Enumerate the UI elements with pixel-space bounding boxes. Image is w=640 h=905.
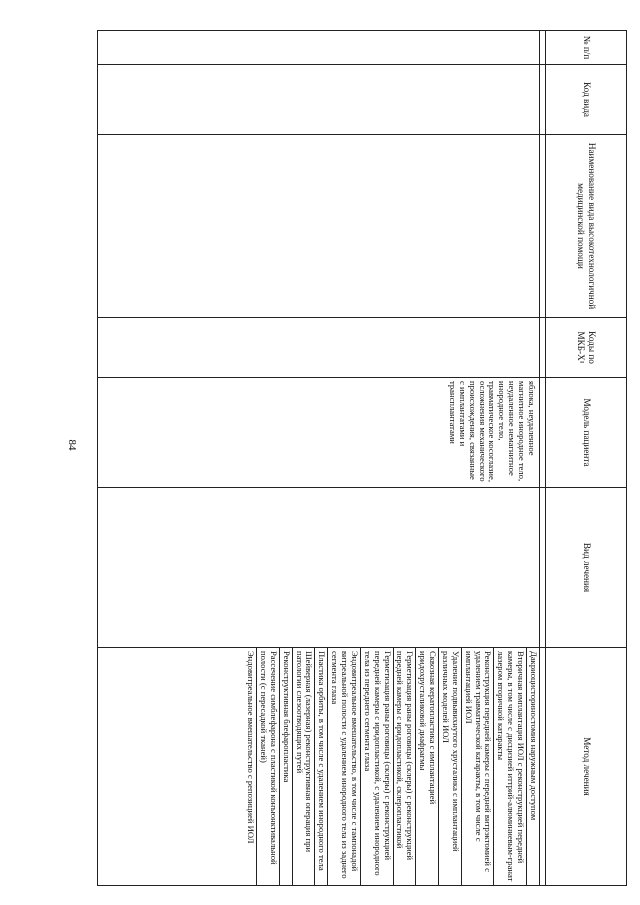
spacer-cell	[540, 488, 546, 648]
method-item: Герметизация раны роговицы (склеры) с реконструкцией передней камеры с иридопластикой, с удалением инородного тела из переднего сегмента глаза	[360, 648, 393, 885]
cell-kind-name	[98, 135, 540, 318]
patient-model-text: яблока, неудаленное магнитное инородное тело, неудаленное немагнитное инородное тело, травматическое косоглазие, осложнения механического происхождения, связанные с имплантатами и трансплантатами	[448, 381, 537, 482]
method-list	[98, 648, 539, 885]
cell-treatment-methods	[98, 648, 540, 886]
spacer-cell	[540, 65, 546, 135]
method-item: Сквозная кератопластика с имплантацией иридохрусталиковой диафрагмы	[415, 648, 438, 885]
page-number: 84	[66, 439, 78, 451]
method-item: Герметизация раны роговицы (склеры) с реконструкцией передней камеры с иридопластикой, склеропластикой	[393, 648, 416, 885]
treatment-table	[97, 30, 627, 886]
cell-icd-codes	[98, 318, 540, 378]
method-item: Удаление подвывихнутого хрусталика с имплантацией различных моделей ИОЛ	[438, 648, 461, 885]
method-item: Пластика орбиты, в том числе с удалением инородного тела	[315, 648, 328, 885]
spacer-row	[540, 31, 546, 886]
header-row	[546, 31, 627, 886]
method-item: Шейверная (лазерная) реконструктивная операция при патологии слезоотводящих путей	[292, 648, 315, 885]
method-item: Рассечение симблефарона с пластикой конъюнктивальной полости (с пересадкой тканей)	[256, 648, 279, 885]
header-kind-name: Наименование вида высокотехнологичной медицинской помощи	[546, 135, 627, 318]
spacer-cell	[540, 31, 546, 65]
rotated-table-container	[97, 30, 627, 885]
spacer-cell	[540, 135, 546, 318]
spacer-cell	[540, 378, 546, 488]
spacer-cell	[540, 648, 546, 886]
header-treatment-type: Вид лечения	[546, 488, 627, 648]
method-item: Реконструктивная блефаропластика	[279, 648, 292, 885]
header-patient-model: Модель пациента	[546, 378, 627, 488]
method-item: Эндовитреальное вмешательство с репозицией ИОЛ	[246, 651, 257, 844]
header-kind-code: Код вида	[546, 65, 627, 135]
cell-num	[98, 31, 540, 65]
cell-patient-model	[98, 378, 540, 488]
header-num: № п/п	[546, 31, 627, 65]
method-item: Вторичная имплантация ИОЛ с реконструкцией передней камеры, в том числе с дисцизией иттрий-алюминиевым-гранат лазером вторичной катаракты	[494, 648, 527, 885]
method-item: Дакриоцисториностомия наружным доступом	[526, 648, 539, 885]
spacer-cell	[540, 318, 546, 378]
header-icd-codes: Коды по МКБ-X¹	[546, 318, 627, 378]
table-row	[98, 31, 540, 886]
method-item: Реконструкция передней камеры с передней витрэктомией с удалением травматической катаракты, в том числе с имплантацией ИОЛ	[461, 648, 494, 885]
method-item: Эндовитреальное вмешательство, в том числе с тампонадой витреальной полости с удалением инородного тела из заднего сегмента глаза	[327, 648, 360, 885]
cell-kind-code	[98, 65, 540, 135]
cell-treatment-type	[98, 488, 540, 648]
header-treatment-method: Метод лечения	[546, 648, 627, 886]
